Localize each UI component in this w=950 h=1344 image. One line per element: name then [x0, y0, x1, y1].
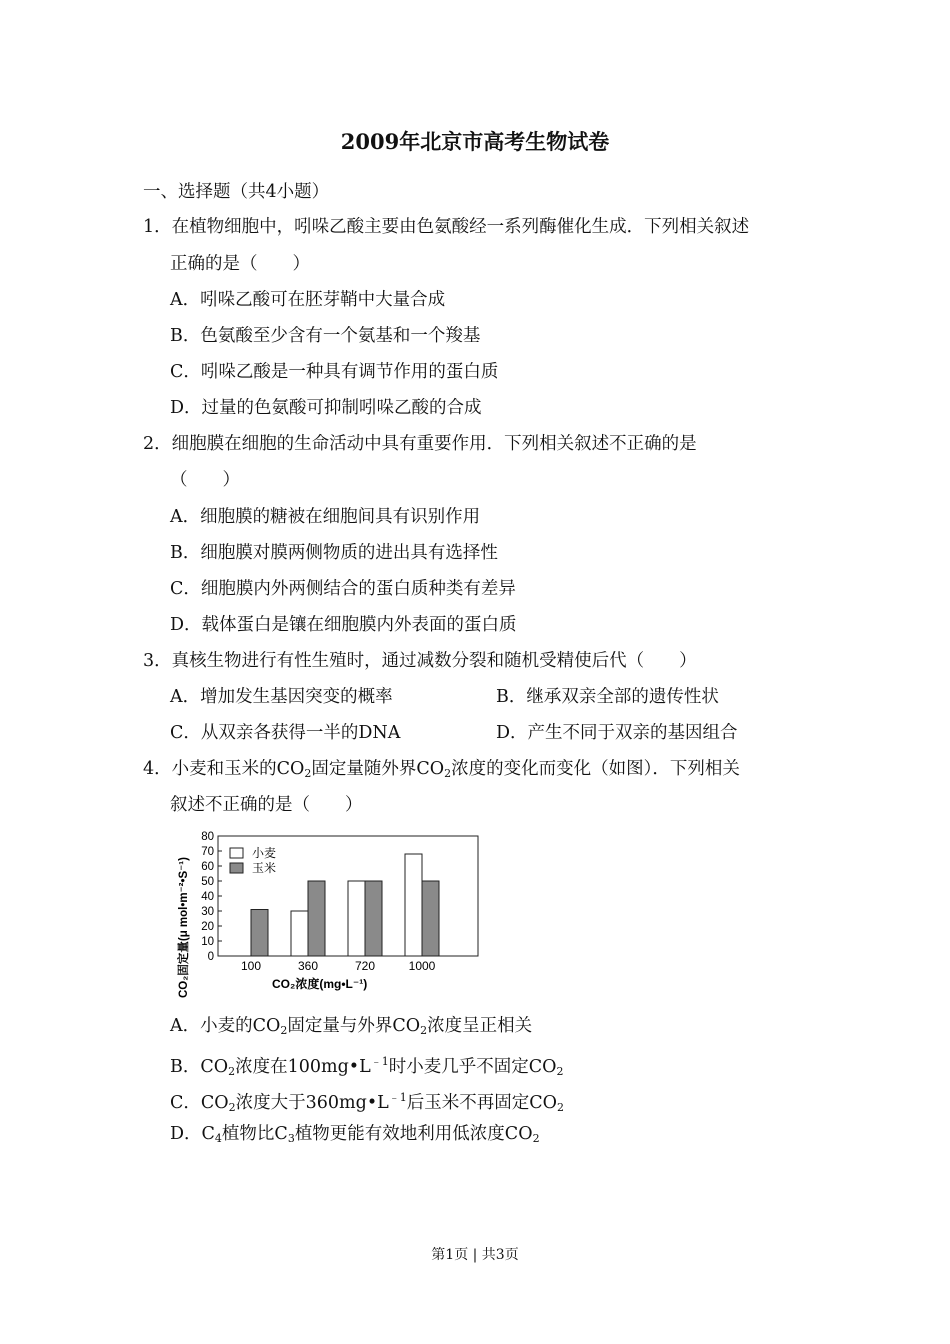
legend-swatch-corn [230, 863, 243, 873]
question-2-option-d: D．载体蛋白是镶在细胞膜内外表面的蛋白质 [170, 615, 517, 635]
y-tick-label: 20 [201, 921, 214, 933]
question-2-stem-cont: （ ） [170, 470, 240, 490]
question-2-option-b: B．细胞膜对膜两侧物质的进出具有选择性 [170, 543, 498, 563]
question-4-stem: 4．小麦和玉米的$CO_2$固定量随外界$CO_2$浓度的变化而变化（如图）．下列相关 [143, 759, 740, 780]
legend-swatch-wheat [230, 848, 243, 858]
question-1-stem: 1．在植物细胞中，吲哚乙酸主要由色氨酸经一系列酶催化生成．下列相关叙述 [143, 217, 750, 237]
bar-corn-1000 [422, 881, 439, 956]
question-1-option-a: A．吲哚乙酸可在胚芽鞘中大量合成 [170, 290, 446, 310]
question-3-option-a: A．增加发生基因突变的概率 [170, 687, 393, 707]
y-tick-label: 70 [201, 846, 214, 858]
question-4-option-b: B．$CO_2$浓度在$100mg•L^{﹣1}$时小麦几乎不固定$CO_2$ [170, 1055, 564, 1078]
question-1-option-b: B．色氨酸至少含有一个氨基和一个羧基 [170, 326, 481, 346]
x-tick-label: 720 [354, 959, 376, 973]
legend-label-corn: 玉米 [252, 861, 277, 875]
bar-corn-360 [308, 881, 325, 956]
question-4-stem-cont: 叙述不正确的是（ ） [170, 795, 363, 815]
x-tick-label: 100 [240, 959, 262, 973]
question-3-option-c: C．从双亲各获得一半的DNA [170, 723, 401, 743]
question-1-option-d: D．过量的色氨酸可抑制吲哚乙酸的合成 [170, 398, 482, 418]
bar-wheat-720 [348, 881, 365, 956]
co2-fixation-chart [174, 826, 484, 1002]
question-3-option-b: B．继承双亲全部的遗传性状 [496, 687, 719, 707]
bar-wheat-360 [291, 911, 308, 956]
question-4-option-c: C．$CO_2$浓度大于$360mg•L^{﹣1}$后玉米不再固定$CO_2$ [170, 1091, 565, 1114]
y-tick-label: 40 [201, 891, 214, 903]
section-heading: 一、选择题（共4小题） [143, 182, 330, 202]
question-3-option-d: D．产生不同于双亲的基因组合 [496, 723, 738, 743]
bar-corn-720 [365, 881, 382, 956]
x-tick-label: 1000 [408, 959, 436, 973]
legend-label-wheat: 小麦 [252, 846, 277, 860]
y-tick-label: 50 [201, 876, 214, 888]
question-2-option-c: C．细胞膜内外两侧结合的蛋白质种类有差异 [170, 579, 516, 599]
chart-legend [230, 846, 276, 875]
y-tick-label: 60 [201, 861, 214, 873]
question-3-stem: 3．真核生物进行有性生殖时，通过减数分裂和随机受精使后代（ ） [143, 651, 697, 671]
question-1-stem-cont: 正确的是（ ） [170, 254, 310, 274]
y-tick-label: 30 [201, 906, 214, 918]
bar-wheat-1000 [405, 854, 422, 956]
y-tick-label: 10 [201, 936, 214, 948]
question-4-option-d: D．$C_4$植物比$C_3$植物更能有效地利用低浓度$CO_2$ [170, 1124, 540, 1145]
question-4-option-a: A．小麦的$CO_2$固定量与外界$CO_2$浓度呈正相关 [170, 1016, 533, 1037]
chart-y-axis-label: CO₂固定量(μ mol•m⁻²•S⁻¹) [178, 857, 190, 998]
bar-corn-100 [251, 910, 268, 957]
page-footer: 第1页 | 共3页 [431, 1247, 519, 1263]
page-title: 2009年北京市高考生物试卷 [340, 129, 610, 154]
y-tick-label: 0 [207, 951, 214, 963]
question-1-option-c: C．吲哚乙酸是一种具有调节作用的蛋白质 [170, 362, 499, 382]
chart-x-axis-label: CO₂浓度(mg•L⁻¹) [272, 977, 368, 991]
x-tick-label: 360 [297, 959, 319, 973]
y-tick-label: 80 [201, 831, 214, 843]
question-2-stem: 2．细胞膜在细胞的生命活动中具有重要作用．下列相关叙述不正确的是 [143, 434, 697, 454]
question-2-option-a: A．细胞膜的糖被在细胞间具有识别作用 [170, 507, 481, 527]
